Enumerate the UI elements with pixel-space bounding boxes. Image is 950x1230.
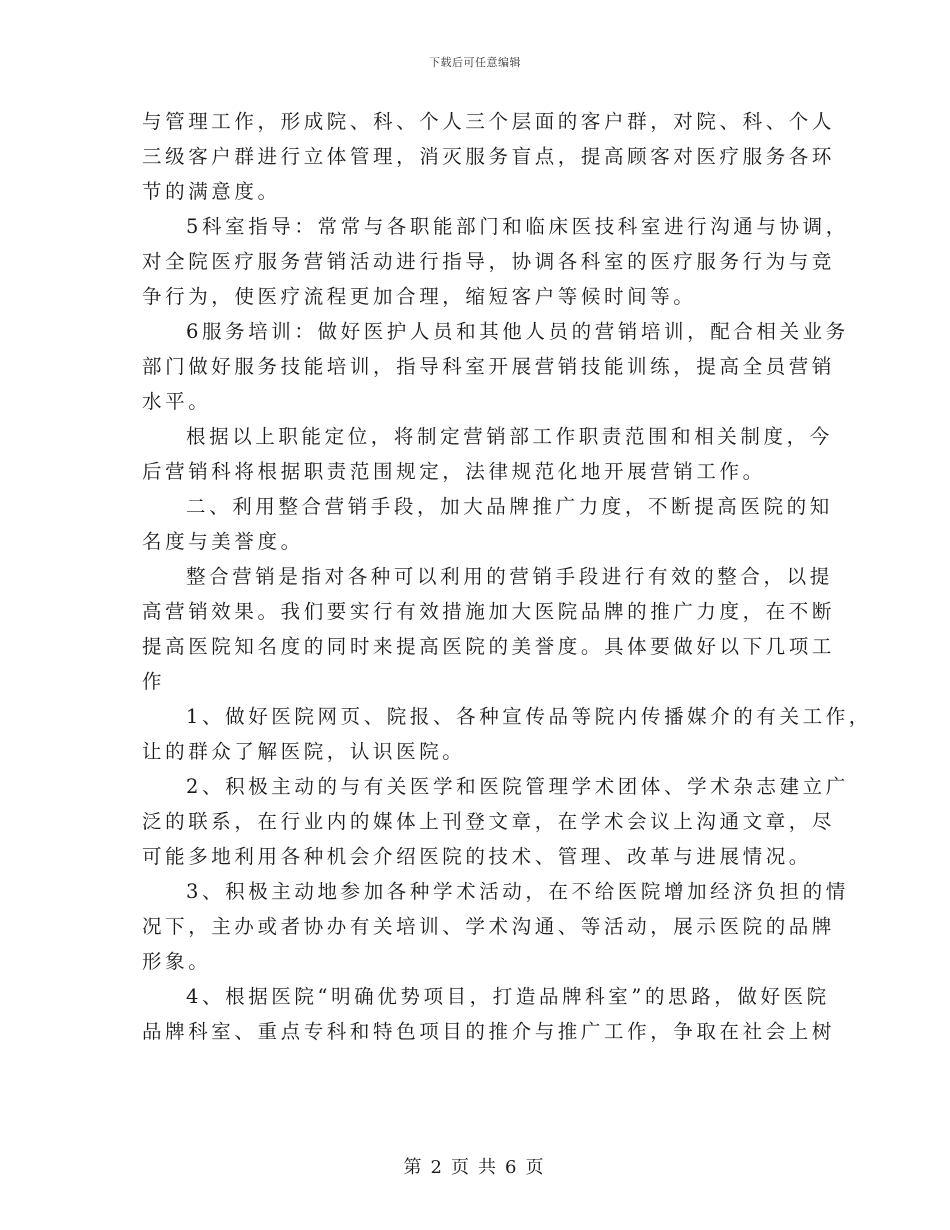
- paragraph: [142, 104, 836, 209]
- paragraph: [142, 314, 849, 419]
- text-line: 对全院医疗服务营销活动进行指导，协调各科室的医疗服务行为与竞: [142, 250, 836, 273]
- footer-ye2: 页: [525, 1157, 547, 1178]
- text-line: 二、利用整合营销手段，加大品牌推广力度，不断提高医院的知: [186, 495, 833, 518]
- text-line: 根据以上职能定位，将制定营销部工作职责范围和相关制度，今: [186, 425, 833, 448]
- text-line: 争行为，使医疗流程更加合理，缩短客户等候时间等。: [142, 285, 697, 308]
- text-line: 作: [142, 670, 166, 693]
- text-line: 可能多地利用各种机会介绍医院的技术、管理、改革与进展情况。: [142, 845, 812, 868]
- header-note: 下载后可任意编辑: [429, 56, 521, 69]
- text-line: 形象。: [142, 950, 212, 973]
- paragraph: [142, 209, 849, 314]
- text-line: 泛的联系，在行业内的媒体上刊登文章，在学术会议上沟通文章，尽: [142, 810, 836, 833]
- list-item: [142, 874, 849, 979]
- paragraph: [142, 559, 836, 699]
- text-line: 部门做好服务技能培训，指导科室开展营销技能训练，提高全员营销: [142, 355, 836, 378]
- text-line: 与管理工作，形成院、科、个人三个层面的客户群，对院、科、个人: [142, 110, 836, 133]
- page-current: 2: [430, 1157, 445, 1178]
- text-line: 2、积极主动的与有关医学和医院管理学术团体、学术杂志建立广: [186, 775, 849, 798]
- text-line: 节的满意度。: [142, 180, 281, 203]
- footer-gong: 共: [478, 1157, 499, 1178]
- section-heading: [142, 489, 833, 559]
- list-item: [142, 979, 836, 1049]
- text-line: 整合营销是指对各种可以利用的营销手段进行有效的整合，以提: [186, 565, 833, 588]
- document-body: [142, 104, 872, 1049]
- paragraph: [142, 419, 833, 489]
- list-item: [142, 769, 849, 874]
- list-item: [142, 699, 872, 769]
- footer-di: 第: [403, 1157, 425, 1178]
- footer-ye: 页: [451, 1157, 472, 1178]
- page-footer: [0, 1153, 950, 1179]
- text-line: 高营销效果。我们要实行有效措施加大医院品牌的推广力度，在不断: [142, 600, 836, 623]
- text-line: 三级客户群进行立体管理，消灭服务盲点，提高顾客对医疗服务各环: [142, 145, 836, 168]
- text-line: 5科室指导：常常与各职能部门和临床医技科室进行沟通与协调，: [186, 215, 849, 238]
- text-line: 况下，主办或者协办有关培训、学术沟通、等活动，展示医院的品牌: [142, 915, 836, 938]
- page-total: 6: [505, 1157, 520, 1178]
- text-line: 3、积极主动地参加各种学术活动，在不给医院增加经济负担的情: [186, 880, 849, 903]
- text-line: 6服务培训：做好医护人员和其他人员的营销培训，配合相关业务: [186, 320, 849, 343]
- text-line: 4、根据医院“明确优势项目，打造品牌科室”的思路，做好医院: [186, 985, 830, 1008]
- text-line: 1、做好医院网页、院报、各种宣传品等院内传播媒介的有关工作，: [186, 705, 872, 728]
- text-line: 水平。: [142, 390, 212, 413]
- text-line: 让的群众了解医院，认识医院。: [142, 740, 466, 763]
- text-line: 名度与美誉度。: [142, 530, 304, 553]
- text-line: 品牌科室、重点专科和特色项目的推介与推广工作，争取在社会上树: [142, 1020, 836, 1043]
- text-line: 提高医院知名度的同时来提高医院的美誉度。具体要做好以下几项工: [142, 635, 836, 658]
- text-line: 后营销科将根据职责范围规定，法律规范化地开展营销工作。: [142, 460, 766, 483]
